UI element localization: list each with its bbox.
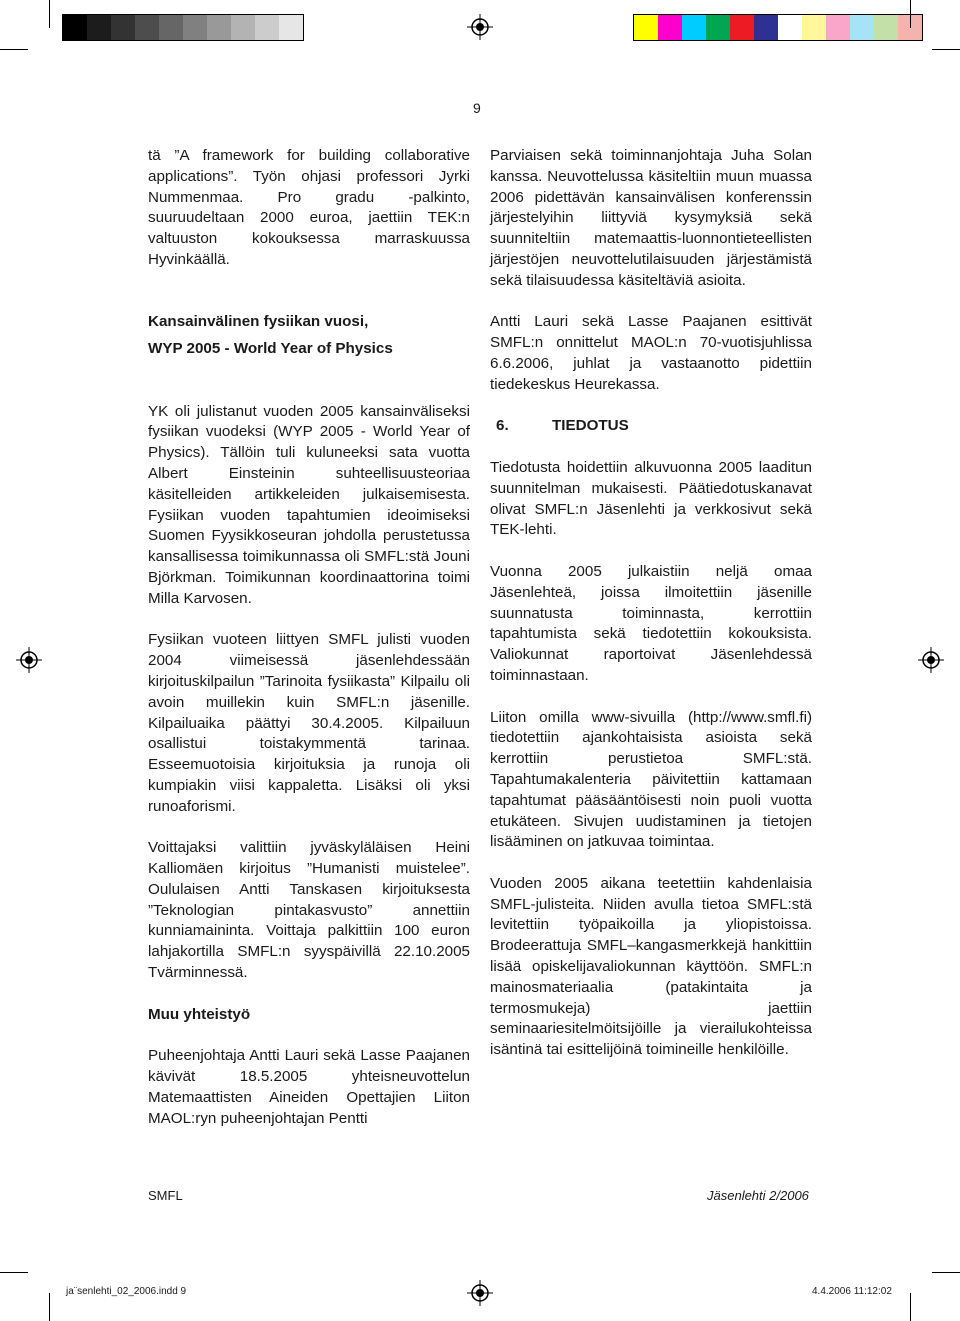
- paragraph: Liiton omilla www-sivuilla (http://www.smfl.fi) tiedotettiin ajankohtaisista asioista sekä kerrottiin perustietoa SMFL:stä. Tapahtumakalenteria päivitettiin kattamaan tapahtumat pääsääntöisesti noin puoli vuotta etukäteen. Sivujen uudistaminen ja tietojen lisääminen on jatkuvaa toimintaa.: [490, 708, 812, 851]
- footer-publisher: SMFL: [148, 1188, 183, 1203]
- crop-mark: [932, 1272, 960, 1273]
- paragraph: Vuoden 2005 aikana teetettiin kahdenlaisia SMFL-julisteita. Niiden avulla tietoa SMFL:stä levitettiin työpaikoilla ja yliopistoissa. Brodeerattuja SMFL–kangasmerkkejä hankittiin lisää opiskelijavaliokunnan käyttöön. SMFL:n mainosmateriaalia (patakintaita ja termosmukeja) jaettiin seminaariesitelmöitsijöille ja vierailukohteissa isäntinä tai esittelijöinä toimineille henkilöille.: [490, 874, 812, 1059]
- paragraph: Antti Lauri sekä Lasse Paajanen esittivät SMFL:n onnittelut MAOL:n 70-vuotisjuhlissa 6.6.2006, juhlat ja vastaanotto pidettiin tiedekeskus Heurekassa.: [490, 313, 812, 393]
- paragraph: Parviaisen sekä toiminnanjohtaja Juha Solan kanssa. Neuvottelussa käsiteltiin muun muassa 2006 pidettävän kansainvälisen konferenssin järjestelyihin liittyviä kysymyksiä sekä suunniteltiin matemaattis-luonnontieteellisten järjestöjen neuvottelutilaisuuden järjestämistä sekä tilaisuudessa käsiteltäviä asioita.: [490, 147, 812, 289]
- footer-issue: Jäsenlehti 2/2006: [707, 1188, 809, 1203]
- crop-mark: [0, 49, 28, 50]
- crop-mark: [49, 1293, 50, 1321]
- slug-filename: ja¨senlehti_02_2006.indd 9: [66, 1286, 187, 1297]
- gray-swatch: [135, 15, 159, 40]
- color-swatch: [850, 15, 874, 40]
- registration-mark-icon: [16, 647, 42, 673]
- crop-mark: [0, 1272, 28, 1273]
- gray-swatch: [183, 15, 207, 40]
- color-calibration-bar: [633, 14, 923, 41]
- color-swatch: [826, 15, 850, 40]
- gray-swatch: [159, 15, 183, 40]
- section-number: 6.: [496, 417, 509, 435]
- section-heading: Muu yhteistyö: [148, 1005, 251, 1023]
- registration-mark-icon: [467, 1280, 493, 1306]
- section-heading: Kansainvälinen fysiikan vuosi,: [148, 313, 369, 331]
- gray-swatch: [231, 15, 255, 40]
- color-swatch: [802, 15, 826, 40]
- gray-swatch: [63, 15, 87, 40]
- gray-swatch: [111, 15, 135, 40]
- color-swatch: [658, 15, 682, 40]
- left-column: [148, 146, 470, 1129]
- registration-mark-icon: [918, 647, 944, 673]
- paragraph: Puheenjohtaja Antti Lauri sekä Lasse Paajanen kävivät 18.5.2005 yhteisneuvottelun Matemaattisten Aineiden Opettajien Liiton MAOL:ryn puheenjohtajan Pentti: [148, 1047, 470, 1127]
- color-swatch: [682, 15, 706, 40]
- right-column: [490, 146, 812, 1061]
- gray-swatch: [255, 15, 279, 40]
- page-number: 9: [473, 100, 481, 116]
- section-heading: [490, 416, 812, 437]
- paragraph: Voittajaksi valittiin jyväskyläläisen Heini Kalliomäen kirjoitus ”Humanisti muistelee”. Oululaisen Antti Tanskasen kirjoituksesta ”Teknologian pintakasvusto” annettiin kunniamaininta. Voittaja palkittiin 100 euron lahjakortilla SMFL:n syyspäivillä 22.10.2005 Tvärminnessä.: [148, 839, 470, 982]
- color-swatch: [778, 15, 802, 40]
- grayscale-calibration-bar: [62, 14, 304, 41]
- crop-mark: [932, 49, 960, 50]
- color-swatch: [706, 15, 730, 40]
- paragraph: YK oli julistanut vuoden 2005 kansainväliseksi fysiikan vuodeksi (WYP 2005 - World Year of Physics). Tällöin tuli kuluneeksi sata vuotta Albert Einsteinin suhteellisuusteoriaa käsitelleiden artikkeleiden julkaisemisesta. Fysiikan vuoden tapahtumien ideoimiseksi Suomen Fyysikkoseuran johdolla perustetussa kansallisessa toimikunnassa oli SMFL:stä Jouni Björkman. Toimikunnan koordinaattorina toimi Milla Karvosen.: [148, 402, 470, 607]
- paragraph: tä ”A framework for building collaborative applications”. Työn ohjasi professori Jyrki Nummenmaa. Pro gradu -palkinto, suuruudeltaan 2000 euroa, jaettiin TEK:n valtuuston kokouksessa marraskuussa Hyvinkäällä.: [148, 147, 470, 268]
- paragraph: Vuonna 2005 julkaistiin neljä omaa Jäsenlehteä, joissa ilmoitettiin jäsenille suunnatusta toiminnasta, kerrottiin tapahtumista sekä tiedotettiin kokouksista. Valiokunnat raportoivat Jäsenlehdessä toiminnastaan.: [490, 562, 812, 684]
- registration-mark-icon: [467, 14, 493, 40]
- color-swatch: [874, 15, 898, 40]
- section-heading: WYP 2005 - World Year of Physics: [148, 340, 393, 358]
- color-swatch: [634, 15, 658, 40]
- crop-mark: [910, 0, 911, 28]
- color-swatch: [730, 15, 754, 40]
- gray-swatch: [207, 15, 231, 40]
- color-swatch: [754, 15, 778, 40]
- crop-mark: [910, 1293, 911, 1321]
- section-title: TIEDOTUS: [552, 417, 629, 435]
- paragraph: Fysiikan vuoteen liittyen SMFL julisti vuoden 2004 viimeisessä jäsenlehdessään kirjoituskilpailun ”Tarinoita fysiikasta” Kilpailu oli avoin muillekin kuin SMFL:n jäsenille. Kilpailuaika päättyi 30.4.2005. Kilpailuun osallistui toistakymmentä tarinaa. Esseemuotoisia kirjoituksia ja runoja oli kumpiakin viisi kappaletta. Lisäksi oli yksi runoaforismi.: [148, 631, 470, 815]
- crop-mark: [49, 0, 50, 28]
- gray-swatch: [279, 15, 303, 40]
- gray-swatch: [87, 15, 111, 40]
- slug-timestamp: 4.4.2006 11:12:02: [812, 1286, 892, 1297]
- paragraph: Tiedotusta hoidettiin alkuvuonna 2005 laaditun suunnitelman mukaisesti. Päätiedotuskanavat olivat SMFL:n Jäsenlehti ja verkkosivut sekä TEK-lehti.: [490, 458, 812, 539]
